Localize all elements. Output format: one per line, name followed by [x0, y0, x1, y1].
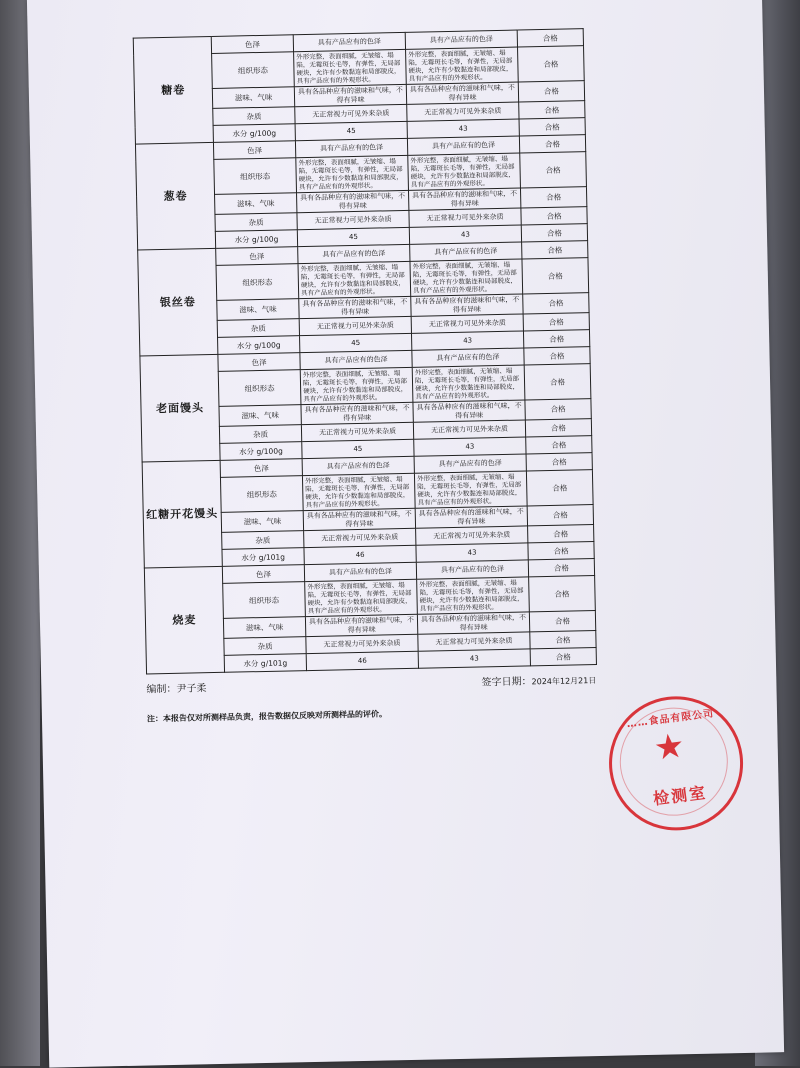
test-item: 杂质	[213, 107, 295, 126]
result-cell: 合格	[524, 347, 590, 365]
measured-value: 具有各品种应有的滋味和气味，不得有异味	[406, 82, 518, 104]
test-item: 杂质	[219, 425, 301, 444]
result-cell: 合格	[519, 101, 585, 119]
measured-value: 具有各品种应有的滋味和气味，不得有异味	[411, 294, 523, 316]
standard-value: 无正常视力可见外来杂质	[297, 210, 409, 229]
test-item: 水分 g/100g	[215, 230, 297, 249]
seal-company-text: ……食品有限公司	[626, 708, 715, 731]
result-cell: 合格	[520, 187, 586, 208]
result-cell: 合格	[526, 470, 593, 506]
standard-value: 具有产品应有的色泽	[298, 244, 410, 263]
measured-value: 具有各品种应有的滋味和气味，不得有异味	[408, 188, 520, 210]
test-item: 组织形态	[216, 264, 299, 301]
measured-value: 具有各品种应有的滋味和气味，不得有异味	[413, 400, 525, 422]
standard-value: 具有产品应有的色泽	[300, 350, 412, 369]
standard-value: 外形完整，表面细腻，无皱缩、塌陷，无霉斑长毛等，有弹性，无局部硬块，允许有少数黏连和局部脱皮，具有产品应有的外观形状。	[305, 579, 418, 616]
sign-date-value: 2024年12月21日	[531, 676, 597, 687]
test-item: 滋味、气味	[217, 299, 299, 321]
result-cell: 合格	[523, 293, 589, 314]
result-cell: 合格	[518, 46, 585, 82]
test-item: 滋味、气味	[212, 87, 294, 109]
result-cell: 合格	[519, 118, 585, 136]
result-cell: 合格	[530, 648, 596, 666]
standard-value: 具有各品种应有的滋味和气味，不得有异味	[305, 614, 417, 636]
test-item: 水分 g/101g	[222, 548, 304, 567]
standard-value: 无正常视力可见外来杂质	[295, 104, 407, 123]
standard-value: 无正常视力可见外来杂质	[301, 422, 413, 441]
report-paper	[27, 0, 784, 1068]
standard-value: 46	[306, 651, 418, 670]
measured-value: 43	[409, 225, 521, 244]
result-cell: 合格	[525, 419, 591, 437]
footer-row	[146, 671, 596, 695]
test-item: 水分 g/101g	[224, 654, 306, 673]
test-item: 滋味、气味	[223, 617, 305, 639]
standard-value: 外形完整，表面细腻，无皱缩、塌陷，无霉斑长毛等，有弹性，无局部硬块，允许有少数黏连和局部脱皮，具有产品应有的外观形状。	[302, 473, 415, 510]
test-item: 色泽	[211, 35, 293, 54]
measured-value: 外形完整，表面细腻，无皱缩、塌陷，无霉斑长毛等，有弹性，无局部硬块，允许有少数黏连和局部脱皮，具有产品应有的外观形状。	[414, 471, 527, 508]
product-name: 银丝卷	[138, 248, 218, 356]
test-item: 组织形态	[212, 52, 295, 89]
inspection-table-body	[133, 29, 596, 674]
seal-star-icon: ★	[651, 725, 687, 769]
result-cell: 合格	[529, 576, 596, 612]
test-item: 色泽	[220, 459, 302, 478]
result-cell: 合格	[528, 525, 594, 543]
standard-value: 具有产品应有的色泽	[304, 562, 416, 581]
product-name: 烧麦	[144, 566, 224, 674]
measured-value: 无正常视力可见外来杂质	[411, 314, 523, 333]
standard-value: 具有产品应有的色泽	[293, 32, 405, 51]
sign-date	[481, 671, 596, 688]
test-item: 组织形态	[220, 476, 303, 513]
standard-value: 外形完整，表面细腻，无皱缩、塌陷，无霉斑长毛等，有弹性，无局部硬块，允许有少数黏连和局部脱皮，具有产品应有的外观形状。	[296, 155, 409, 192]
measured-value: 43	[411, 331, 523, 350]
test-item: 水分 g/100g	[213, 124, 295, 143]
result-cell: 合格	[524, 364, 591, 400]
report-note: 注：本报告仅对所测样品负责，报告数据仅反映对所测样品的评价。	[146, 709, 388, 724]
measured-value: 外形完整，表面细腻，无皱缩、塌陷，无霉斑长毛等，有弹性，无局部硬块，允许有少数黏连和局部脱皮，具有产品应有的外观形状。	[412, 365, 525, 402]
test-item: 色泽	[216, 247, 298, 266]
standard-value: 45	[295, 121, 407, 140]
result-cell: 合格	[519, 135, 585, 153]
measured-value: 无正常视力可见外来杂质	[416, 526, 528, 545]
result-cell: 合格	[528, 559, 594, 577]
measured-value: 具有产品应有的色泽	[410, 242, 522, 261]
result-cell: 合格	[521, 207, 587, 225]
result-cell: 合格	[521, 224, 587, 242]
standard-value: 具有各品种应有的滋味和气味，不得有异味	[294, 84, 406, 106]
product-name: 糖卷	[133, 36, 213, 144]
test-item: 组织形态	[223, 582, 306, 619]
standard-value: 外形完整，表面细腻，无皱缩、塌陷，无霉斑长毛等，有弹性，无局部硬块，允许有少数黏连和局部脱皮，具有产品应有的外观形状。	[294, 49, 407, 86]
report-body	[133, 25, 737, 724]
product-name: 红糖开花馒头	[142, 460, 222, 568]
test-item: 滋味、气味	[219, 405, 301, 427]
standard-value: 具有各品种应有的滋味和气味，不得有异味	[297, 190, 409, 212]
result-cell: 合格	[522, 258, 589, 294]
result-cell: 合格	[523, 313, 589, 331]
test-item: 杂质	[217, 319, 299, 338]
standard-value: 具有各品种应有的滋味和气味，不得有异味	[303, 508, 415, 530]
standard-value: 具有各品种应有的滋味和气味，不得有异味	[299, 296, 411, 318]
result-cell: 合格	[522, 241, 588, 259]
measured-value: 无正常视力可见外来杂质	[407, 102, 519, 121]
measured-value: 具有产品应有的色泽	[414, 454, 526, 473]
measured-value: 外形完整，表面细腻，无皱缩、塌陷，无霉斑长毛等，有弹性，无局部硬块，允许有少数黏连和局部脱皮，具有产品应有的外观形状。	[410, 259, 523, 296]
result-cell: 合格	[518, 81, 584, 102]
product-name: 老面馒头	[140, 354, 220, 462]
standard-value: 无正常视力可见外来杂质	[304, 528, 416, 547]
test-item: 水分 g/100g	[218, 336, 300, 355]
measured-value: 外形完整，表面细腻，无皱缩、塌陷，无霉斑长毛等，有弹性，无局部硬块，允许有少数黏连和局部脱皮，具有产品应有的外观形状。	[417, 577, 530, 614]
standard-value: 具有产品应有的色泽	[302, 456, 414, 475]
result-cell: 合格	[529, 611, 595, 632]
seal-dept-text: 检测室	[652, 782, 709, 809]
standard-value: 具有各品种应有的滋味和气味，不得有异味	[301, 402, 413, 424]
standard-value: 45	[302, 439, 414, 458]
result-cell: 合格	[523, 330, 589, 348]
measured-value: 无正常视力可见外来杂质	[409, 208, 521, 227]
measured-value: 具有各品种应有的滋味和气味，不得有异味	[417, 612, 529, 634]
measured-value: 43	[407, 119, 519, 138]
standard-value: 外形完整，表面细腻，无皱缩、塌陷，无霉斑长毛等，有弹性，无局部硬块，允许有少数黏连和局部脱皮，具有产品应有的外观形状。	[300, 367, 413, 404]
test-item: 组织形态	[214, 158, 297, 195]
test-item: 色泽	[213, 141, 295, 160]
test-item: 色泽	[222, 565, 304, 584]
standard-value: 无正常视力可见外来杂质	[306, 634, 418, 653]
result-cell: 合格	[527, 505, 593, 526]
result-cell: 合格	[520, 152, 587, 188]
result-cell: 合格	[525, 399, 591, 420]
editor-label: 编制：尹子柔	[146, 683, 207, 696]
test-item: 杂质	[224, 637, 306, 656]
result-cell: 合格	[517, 29, 583, 47]
test-item: 水分 g/100g	[220, 442, 302, 461]
measured-value: 外形完整，表面细腻，无皱缩、塌陷，无霉斑长毛等，有弹性，无局部硬块，允许有少数黏连和局部脱皮，具有产品应有的外观形状。	[408, 153, 521, 190]
test-item: 滋味、气味	[215, 193, 297, 215]
measured-value: 43	[414, 437, 526, 456]
standard-value: 具有产品应有的色泽	[295, 138, 407, 157]
standard-value: 45	[300, 333, 412, 352]
test-item: 滋味、气味	[221, 511, 303, 533]
product-name: 葱卷	[135, 142, 215, 250]
test-item: 色泽	[218, 353, 300, 372]
test-item: 组织形态	[218, 370, 301, 407]
result-cell: 合格	[530, 631, 596, 649]
standard-value: 45	[297, 227, 409, 246]
standard-value: 外形完整，表面细腻，无皱缩、塌陷，无霉斑长毛等，有弹性，无局部硬块，允许有少数黏连和局部脱皮，具有产品应有的外观形状。	[298, 261, 411, 298]
measured-value: 具有产品应有的色泽	[412, 348, 524, 367]
standard-value: 46	[304, 545, 416, 564]
measured-value: 具有产品应有的色泽	[407, 136, 519, 155]
measured-value: 具有产品应有的色泽	[416, 560, 528, 579]
test-item: 杂质	[215, 213, 297, 232]
result-cell: 合格	[526, 453, 592, 471]
measured-value: 具有产品应有的色泽	[405, 30, 517, 49]
result-cell: 合格	[528, 542, 594, 560]
measured-value: 无正常视力可见外来杂质	[418, 632, 530, 651]
measured-value: 43	[416, 543, 528, 562]
measured-value: 无正常视力可见外来杂质	[413, 420, 525, 439]
sign-date-label: 签字日期：	[481, 676, 532, 689]
measured-value: 43	[418, 649, 530, 668]
result-cell: 合格	[526, 436, 592, 454]
standard-value: 无正常视力可见外来杂质	[299, 316, 411, 335]
test-item: 杂质	[222, 531, 304, 550]
inspection-table	[133, 28, 597, 674]
measured-value: 外形完整，表面细腻，无皱缩、塌陷，无霉斑长毛等，有弹性，无局部硬块，允许有少数黏连和局部脱皮，具有产品应有的外观形状。	[406, 47, 519, 84]
measured-value: 具有各品种应有的滋味和气味，不得有异味	[415, 506, 527, 528]
